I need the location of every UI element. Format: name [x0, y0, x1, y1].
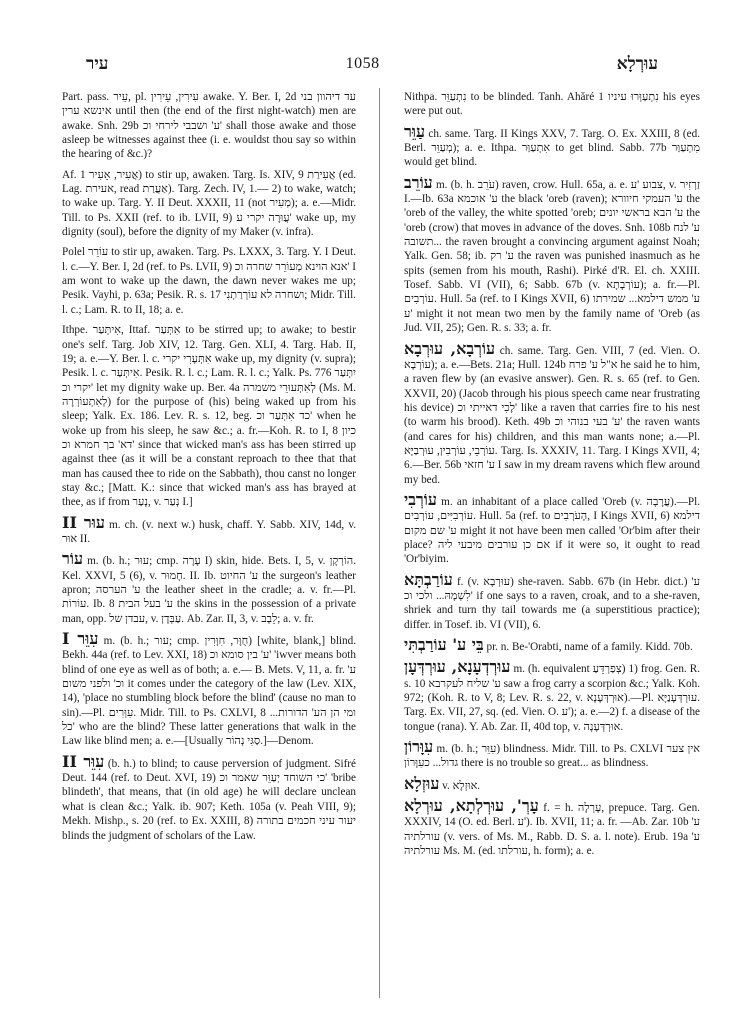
- entry-text: pr. n. Be-'Orabti, name of a family. Kidd. 70b.: [486, 641, 693, 654]
- entry-text: ch. same. Targ. Gen. VIII, 7 (ed. Vien. O. עוֹרְבָא); a. e.—Bets. 21a; Hull. 124b א"ל ע' פרח he said he to him, a raven flew by (an evasive answer). Gen. R. s. 65 (ref. to Gen. XXVII, 20) (Jacob through his pious speech came near frustrating his device) לָכִי דאייתי וכ' like a raven that carries fire to his nest (to warm his brood). Keth. 49b ע' בעי בנוהי וכ' the raven wants (and cares for his) children, and this man wants none; a.—Pl. עוֹרְבֵי, עוֹרְבִין, עוּרְבַיָּא. Targ. Is. XXXIV, 11. Targ. I Kings XVII, 4; 6.—Ber. 56b ע' חזאי I saw in my dream ravens which flew around my bed.: [404, 344, 701, 486]
- entry-headword: עוֹרַבְתָּא: [404, 569, 453, 589]
- dictionary-entry: [404, 635, 700, 655]
- entry-text: m. (b. h. עֹרֵב) raven, crow. Hull. 65a, a. e. צבוע 'ע, v. זַרְזִיר I.—Ib. 63a ע' אוכמא the black 'oreb (raven); ע' העמקי חיוורא the 'oreb of the valley, the white spotted 'oreb; ע' הבא בראשי יונים the 'oreb (crow) that moves in advance of the doves. Snh. 108b ע' לנח תשובה... the raven brought a convincing argument against Noah; Yalk. Gen. 58; ib. ע' רק the raven was punished inasmuch as he spits (semen from his mouth, Rashi). Pirké d'R. El. ch. XXIII. Tosef. Sabb. VI (VII), 6; Sabb. 67b (v. עוֹרְבָתָא); a. fr.—Pl. עוֹרְבִים. Hull. 5a (ref. to I Kings XVII, 6) ע' ממש דילמא... שמירתו ע' might it not mean two men by the family name of 'Oreb (as Jud. VII, 25); Gen. R. s. 33; a. fr.: [404, 178, 701, 335]
- entry-text: m. (b. h.; עור; cmp. חֻוָּר, חִוָּרִין) [white, blank,] blind. Bekh. 44a (ref. to Lev. XXI, 18) ע' בין סומא וכ' 'iwver means both blind of one eye as well as of both; a. e.— B. Mets. V, 11, a. fr. ע' וכ' ולפני משום it comes under the category of the law (Lev. XIX, 14), 'place no stumbling block before the blind' (cause no man to sin).—Pl. עִוְּרִים. Midr. Till. to Ps. CXLVI, 8 ומי הן הע' הדורות... כל' who are the blind? These latter generations that walk in the Law like blind men; a. e.—[Usually סַגִּי נְהוֹר.]—Denom.: [62, 635, 357, 748]
- running-head-left: עיר: [86, 54, 109, 74]
- entry-text: Af. אֲעִיר, אָעִיר 1) to stir up, awaken. Targ. Is. XIV, 9 אֲעִירַת (ed. Lag. אעירת, read אַעֲרַת). Targ. Zech. IV, 1.— 2) to wake, watch; to wake up. Targ. Y. II Deut. XXXII, 11 (not מְעִיר); a. e.—Midr. Till. to Ps. XXII (ref. to ib. LVII, 9) עֲוּרָה יקרי ע' wake up, my dignity (soul), before the dignity of my Maker (v. infra).: [62, 168, 356, 239]
- dictionary-entry: [404, 773, 700, 793]
- dictionary-entry: [404, 338, 701, 487]
- dictionary-entry: [62, 512, 357, 547]
- entry-text: m. an inhabitant of a place called 'Oreb (v. עֲרָבָה).—Pl. עוֹרְבִיִּים, עוֹרְבִים. Hull. 5a (ref. to הָעֹרְבִים, I Kings XVII, 6) דילמא ע' שם מקום might it not have been men called 'Or'bim after their place? אם כן עורבים מיבעי ליה if it were so, it ought to read 'Or'biyim.: [404, 495, 701, 566]
- dictionary-entry: [404, 172, 701, 336]
- entry-headword: עִוָּרוֹן: [404, 737, 434, 757]
- left-column: [62, 90, 356, 849]
- dictionary-entry: [62, 323, 356, 509]
- entry-headword: עוּרְדְעָנָא, עוּרְדְּעָן: [404, 657, 511, 677]
- entry-headword: עוּר II: [62, 512, 105, 532]
- dictionary-entry: [62, 168, 356, 240]
- entry-headword: עוֹרְבִי: [404, 489, 437, 509]
- entry-headword: עוֹרֵב: [404, 172, 433, 192]
- entry-text: m. (h. equivalent צְפַרְדֵּעַ) 1) frog. Gen. R. s. 10 ע' שליח לעקרבא saw a frog carry a scorpion &c.; Yalk. Koh. 972; (Koh. R. to V, 8; Lev. R. s. 22, v. אוּרְדְּעָנָא).—Pl. עוּרְדְּעָנַיָּא. Targ. Ex. VII, 27, sq. (ed. Vien. O. ע'); a. e.—2) f. a disease of the tongue (rana). Y. Ab. Zar. II, 40d top, v. אוּרְדְּעָנָה.: [404, 663, 701, 733]
- dictionary-entry: [404, 569, 701, 632]
- entry-text: ch. same. Targ. II Kings XXV, 7. Targ. O. Ex. XXIII, 8 (ed. Berl. מְעַוֵּר); a. e. Ithpa. אִתְעַוַּר to get blind. Sabb. 77b מִתְעַוַּר would get blind.: [404, 127, 701, 169]
- entry-headword: עַוֵּר: [404, 121, 426, 141]
- entry-text: v. אוּזְלָא.: [442, 779, 481, 792]
- entry-text: Nithpa. נִתְעַוֵּר to be blinded. Tanh. Ahăré 1 נִתְעַוְּרוּ עיניו his eyes were put out.: [404, 91, 700, 118]
- entry-headword: עִוֵּר I: [62, 629, 99, 649]
- dictionary-entry: [62, 629, 357, 749]
- dictionary-entry: [404, 121, 701, 170]
- column-divider: [379, 88, 380, 998]
- entry-headword: עוֹר: [62, 549, 84, 569]
- dictionary-entry: [404, 90, 700, 119]
- dictionary-entry: [62, 751, 356, 843]
- dictionary-entry: [62, 549, 357, 626]
- dictionary-entry: [404, 657, 701, 734]
- entry-text: Part. pass. עֵיר, pl. עִירִין, עֵירִין awake. Y. Ber. I, 2d עד דיהוון בני אינשא ערין until then (the end of the first night-watch) men are awake. Snh. 29b ע' ושבבי לירחי וכ' shall those awake and those asleep be witnesses against thee (i. e. wouldst thou say so within the hearing of &c.)?: [62, 91, 357, 161]
- entry-headword: עִוֵּר II: [62, 751, 105, 771]
- dictionary-entry: [404, 489, 701, 567]
- entry-text: m. (b. h.; עִוֵּר) blindness. Midr. Till. to Ps. CXLVI אין צער גדול... כעִוָּרוֹן there is no trouble so great... as blindness.: [404, 743, 701, 770]
- entry-headword: עוֹרְבָא, עוּרְבָא: [404, 338, 496, 358]
- entry-headword: עוּזְלָא: [404, 773, 440, 793]
- entry-text: Polel עוֹרֵר to stir up, awaken. Targ. Ps. LXXX, 3. Targ. Y. I Deut. l. c.—Y. Ber. I, 2d (ref. to Ps. LVII, 9) אנא הוינא מְעוֹרֵר שחרה וכ' I am wont to wake up the dawn, the dawn never wakes me up; Pesik. Vayhi, p. 63a; Pesik. R. s. 17 ושחרה לא עוֹרְרַתְנִי; Midr. Till. l. c.; Lam. R. to II, 18; a. e.: [62, 246, 356, 316]
- dictionary-entry: [62, 90, 356, 162]
- dictionary-entry: [404, 796, 700, 858]
- page-header: [86, 52, 658, 76]
- entry-text: f. (v. עוּרְבָא) she-raven. Sabb. 67b (in Hebr. dict.) ע' לִשְׁמָהּ... ולכי וכ' if one says to a raven, croak, and to a she-raven, shriek and turn thy tail towards me (a superstitious practice); differ. in Tosef. ib. VI (VII), 6.: [404, 575, 701, 631]
- entry-text: m. (b. h.; עוּר; cmp. עָרָה I) skin, hide. Bets. I, 5, v. הוֹרְקָן. Kel. XXVI, 5 (6), v. חָמוּר. II. Ib. ע' החיוט the surgeon's leather apron; ע' הערסה the leather sheet in the cradle; a. v. fr.—Pl. עוֹרוֹת. Ib. 8 ע' בעל הבית the skins in the possession of a private man, opp. עבדן של, v. עַבְּדָן. Ab. Zar. II, 3, v. לֵבָב; a. v. fr.: [62, 555, 357, 625]
- entry-text: m. ch. (v. next w.) husk, chaff. Y. Sabb. XIV, 14d, v. אוּר II.: [62, 518, 357, 545]
- entry-headword: בֵּי ע' עוֹרַבְתִּי: [404, 635, 484, 655]
- entry-text: Ithpe. אִיתְּעַר, Ittaf. אִתְּעַר to be stirred up; to awake; to bestir one's self. Targ. Job XIV, 12. Targ. Gen. XLI, 4. Targ. Hab. II, 19; a. e.—Y. Ber. l. c. אִתְּעָרִי יקרי wake up, my dignity (v. supra); Pesik. l. c. אִיתְּעַר. Pesik. R. l. c.; Lam. R. l. c.; Yalk. Ps. 776 יִתְּעַר יקרי וכ' let my dignity wake up. Ber. 4a לְאִתְּעוּרֵי משמרה (Ms. M. לְאִתְעוֹרְרָה) for the purpose of (his) being waked up from his sleep; Yalk. Ex. 186. Lev. R. s. 12, beg. כד אִתְּעַר וכ' when he woke up from his sleep, he saw &c.; a. fr.—Koh. R. to I, 8 כיון דא' בך חמרא וכ' since that wicked man's ass has been stirred up against thee (as it will be a constant reproach to thee that that man has caused thee to ride on the Sabbath), thou canst no longer stay &c.; [Matt. K.: since that wicked man's ass has brayed at thee, as if from נָעַר, v. נְעַר I.]: [62, 324, 356, 509]
- dictionary-entry: [404, 737, 701, 771]
- dictionary-entry: [62, 245, 356, 317]
- page-number: 1058: [345, 55, 380, 72]
- right-column: [404, 90, 700, 865]
- running-head-right: עוּרְלָא: [616, 54, 658, 74]
- entry-text: f. = h. עָרְלָה, prepuce. Targ. Gen. XXXIV, 14 (O. ed. Berl. ע'). Ib. XVII, 11; a. fr. —Ab. Zar. 10b ע' עורלתיה (v. vers. of Ms. M., Rabb. D. S. a. l. note). Erub. 19a ע' עורלתיה Ms. M. (ed. עורלתו, h. form); a. e.: [404, 802, 700, 858]
- entry-text: (b. h.) to blind; to cause perversion of judgment. Sifré Deut. 144 (ref. to Deut. XVI, 19) כי השוחד יְעַוֵּר שאמר וכ' 'bribe blindeth', that means, that (in old age) he will declare unclean what is clean &c.; Yalk. ib. 907; Keth. 105a (v. Peah VIII, 9); Mekh. Mishp., s. 20 (ref. to Ex. XXIII, 8) יעור עיני חכמים בתורה blinds the judgment of scholars of the Law.: [62, 757, 356, 842]
- entry-headword: עָרְ', עוּרְלְתָא, עוּרְלָא: [404, 796, 539, 816]
